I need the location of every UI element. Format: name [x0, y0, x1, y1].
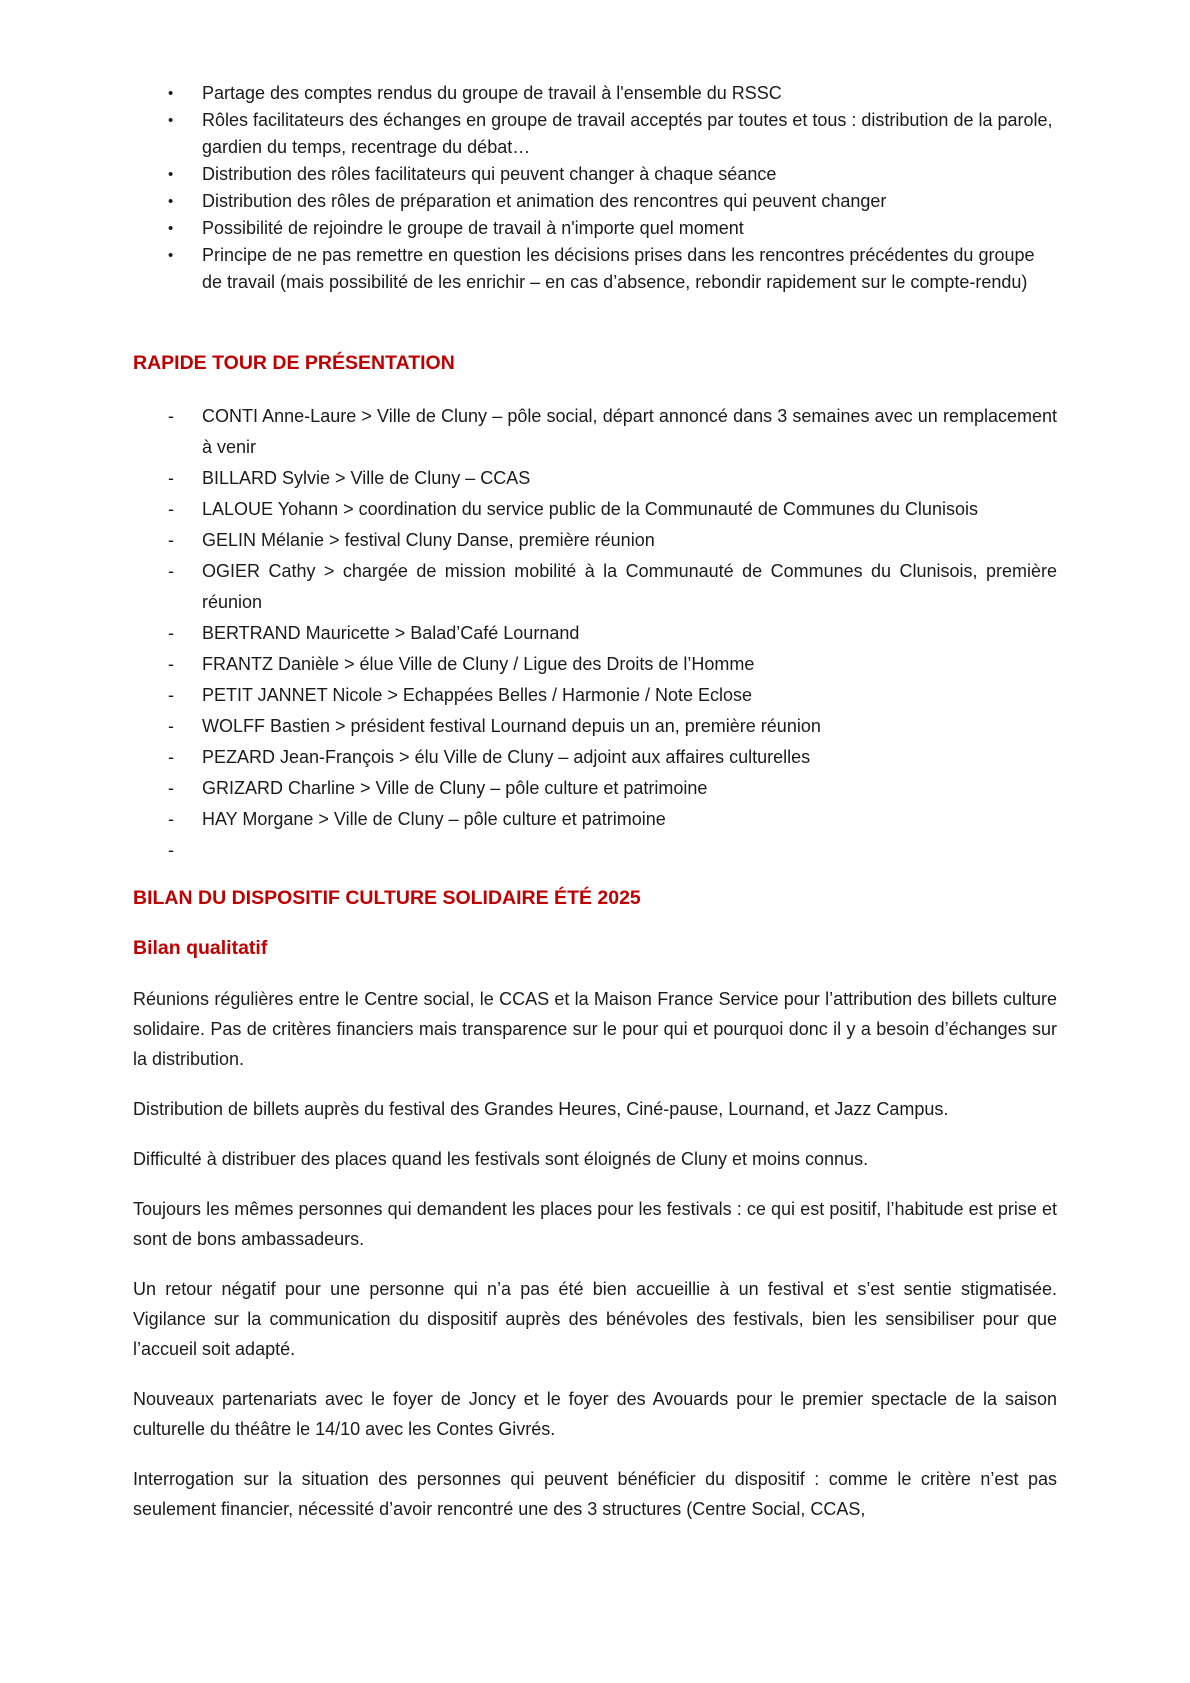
- paragraph: Nouveaux partenariats avec le foyer de Joncy et le foyer des Avouards pour le premier spectacle de la saison culturelle du théâtre le 14/10 avec les Contes Givrés.: [133, 1389, 1057, 1439]
- paragraph: Un retour négatif pour une personne qui n’a pas été bien accueillie à un festival et s’est sentie stigmatisée. Vigilance sur la communication du dispositif auprès des bénévoles des festivals, bien les sensibiliser pour que l’accueil soit adapté.: [133, 1279, 1057, 1359]
- list-item: [168, 401, 1057, 463]
- list-item: [168, 494, 1057, 525]
- list-item: [168, 742, 1057, 773]
- list-item: [168, 188, 1057, 215]
- bullet-icon: •: [168, 166, 174, 183]
- attendee-list: [133, 401, 1057, 866]
- bullet-icon: •: [168, 193, 174, 210]
- list-item: [168, 161, 1057, 188]
- dash-marker: -: [168, 530, 174, 550]
- list-item: [168, 680, 1057, 711]
- list-item: [168, 804, 1057, 835]
- dash-marker: -: [168, 499, 174, 519]
- attendee-text: BERTRAND Mauricette > Balad’Café Lournand: [202, 623, 580, 643]
- bullet-icon: •: [168, 220, 174, 237]
- attendee-text: OGIER Cathy > chargée de mission mobilité à la Communauté de Communes du Clunisois, première réunion: [202, 561, 1057, 612]
- paragraph: Difficulté à distribuer des places quand les festivals sont éloignés de Cluny et moins connus.: [133, 1149, 869, 1169]
- dash-marker: -: [168, 747, 174, 767]
- attendee-text: GRIZARD Charline > Ville de Cluny – pôle culture et patrimoine: [202, 778, 708, 798]
- attendee-text: LALOUE Yohann > coordination du service public de la Communauté de Communes du Clunisois: [202, 499, 978, 519]
- list-item: [168, 556, 1057, 618]
- dash-marker: -: [168, 809, 174, 829]
- paragraph: Réunions régulières entre le Centre social, le CCAS et la Maison France Service pour l’attribution des billets culture solidaire. Pas de critères financiers mais transparence sur le pour qui et pourquoi donc il y a besoin d’échanges sur la distribution.: [133, 989, 1057, 1069]
- dash-marker: -: [168, 561, 174, 581]
- list-item: [168, 649, 1057, 680]
- list-item-text: Distribution des rôles de préparation et animation des rencontres qui peuvent changer: [202, 191, 887, 211]
- paragraph: Distribution de billets auprès du festival des Grandes Heures, Ciné-pause, Lournand, et Jazz Campus.: [133, 1099, 949, 1119]
- list-item-text: Principe de ne pas remettre en question les décisions prises dans les rencontres précédentes du groupe de travail (mais possibilité de les enrichir – en cas d’absence, rebondir rapidement sur le compte-rendu): [202, 245, 1035, 292]
- section-title-bilan: BILAN DU DISPOSITIF CULTURE SOLIDAIRE ÉTÉ 2025: [133, 887, 641, 909]
- dash-marker: -: [168, 840, 174, 860]
- dash-marker: -: [168, 654, 174, 674]
- dash-marker: -: [168, 716, 174, 736]
- bullet-icon: •: [168, 112, 174, 129]
- list-item: [168, 242, 1057, 296]
- section-title-presentation: RAPIDE TOUR DE PRÉSENTATION: [133, 352, 455, 374]
- paragraph: Interrogation sur la situation des personnes qui peuvent bénéficier du dispositif : comme le critère n’est pas seulement financier, nécessité d’avoir rencontré une des 3 structures (Centre Social, CCAS,: [133, 1469, 1057, 1519]
- subsection-title-bilan-qualitatif: Bilan qualitatif: [133, 937, 268, 959]
- dash-marker: -: [168, 685, 174, 705]
- dash-marker: -: [168, 468, 174, 488]
- dash-marker: -: [168, 406, 174, 426]
- list-item: [168, 107, 1057, 161]
- list-item-text: Partage des comptes rendus du groupe de travail à l'ensemble du RSSC: [202, 83, 782, 103]
- list-item: [168, 215, 1057, 242]
- attendee-text: WOLFF Bastien > président festival Lournand depuis un an, première réunion: [202, 716, 821, 736]
- list-item: [168, 835, 1057, 866]
- dash-marker: -: [168, 778, 174, 798]
- bilan-paragraphs: [133, 984, 1057, 1524]
- attendee-text: GELIN Mélanie > festival Cluny Danse, première réunion: [202, 530, 655, 550]
- list-item-text: Distribution des rôles facilitateurs qui peuvent changer à chaque séance: [202, 164, 777, 184]
- paragraph: Toujours les mêmes personnes qui demandent les places pour les festivals : ce qui est positif, l’habitude est prise et sont de bons ambassadeurs.: [133, 1199, 1057, 1249]
- bullet-icon: •: [168, 247, 174, 264]
- attendee-text: PEZARD Jean-François > élu Ville de Cluny – adjoint aux affaires culturelles: [202, 747, 811, 767]
- list-item: [168, 525, 1057, 556]
- list-item-text: Rôles facilitateurs des échanges en groupe de travail acceptés par toutes et tous : distribution de la parole, gardien du temps, recentrage du débat…: [202, 110, 1053, 157]
- attendee-text: FRANTZ Danièle > élue Ville de Cluny / Ligue des Droits de l’Homme: [202, 654, 755, 674]
- list-item: [168, 773, 1057, 804]
- attendee-text: CONTI Anne-Laure > Ville de Cluny – pôle social, départ annoncé dans 3 semaines avec un remplacement à venir: [202, 406, 1057, 457]
- dash-marker: -: [168, 623, 174, 643]
- attendee-text: HAY Morgane > Ville de Cluny – pôle culture et patrimoine: [202, 809, 666, 829]
- list-item-text: Possibilité de rejoindre le groupe de travail à n'importe quel moment: [202, 218, 744, 238]
- attendee-text: BILLARD Sylvie > Ville de Cluny – CCAS: [202, 468, 531, 488]
- bullet-list: [133, 80, 1057, 296]
- list-item: [168, 463, 1057, 494]
- bullet-icon: •: [168, 85, 174, 102]
- attendee-text: [202, 835, 1057, 866]
- list-item: [168, 618, 1057, 649]
- list-item: [168, 711, 1057, 742]
- attendee-text: PETIT JANNET Nicole > Echappées Belles / Harmonie / Note Eclose: [202, 685, 753, 705]
- list-item: [168, 80, 1057, 107]
